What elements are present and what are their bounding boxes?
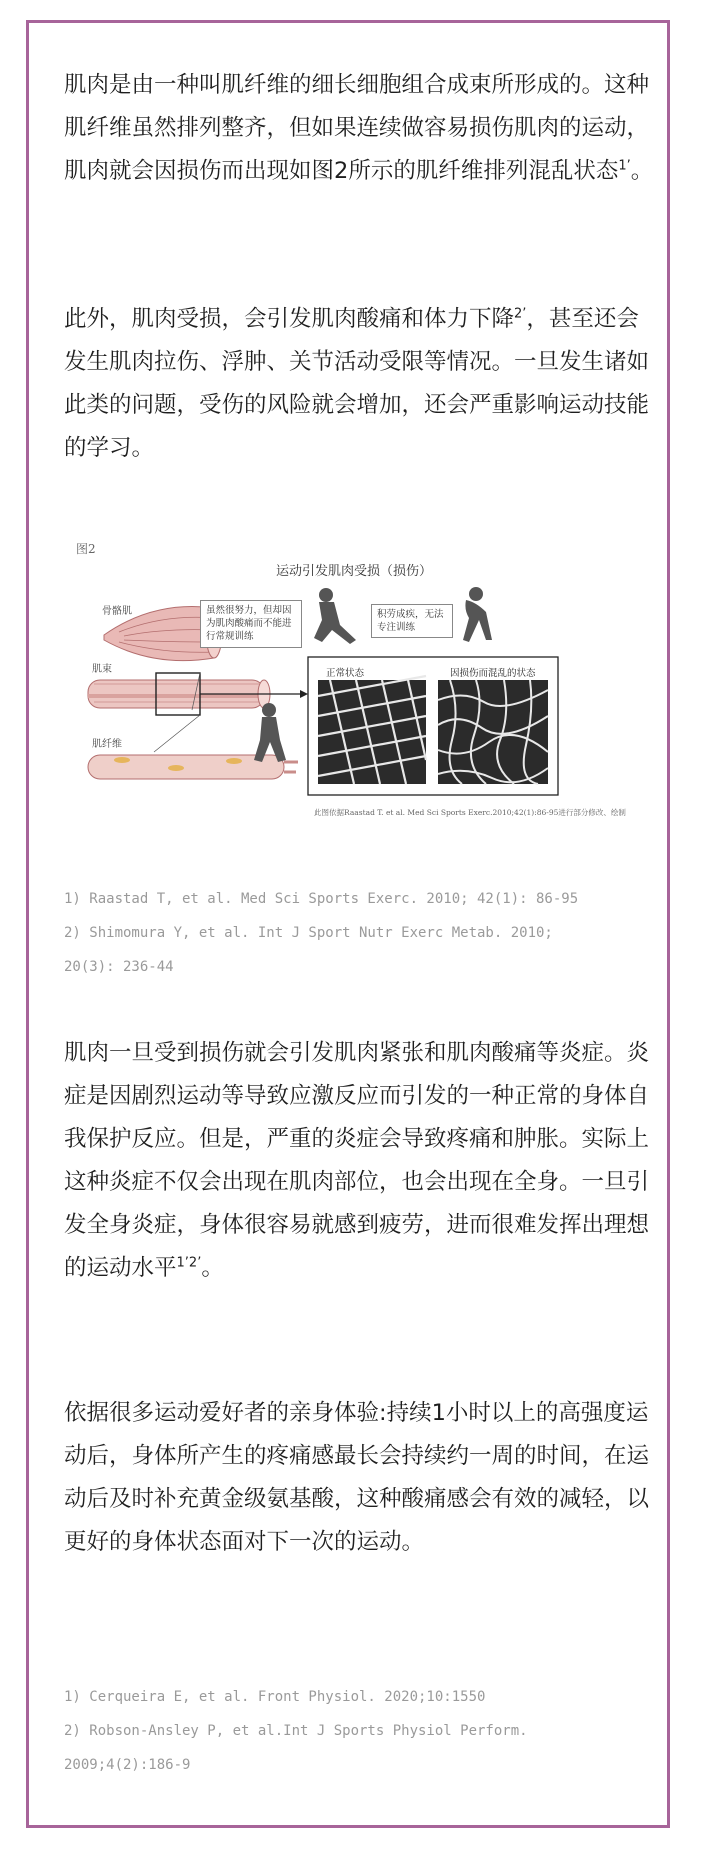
label-normal-state: 正常状态 <box>326 668 365 679</box>
label-skeletal-muscle: 骨骼肌 <box>102 606 132 617</box>
figure-title: 运动引发肌肉受损（损伤） <box>275 564 432 579</box>
figure-2 <box>64 530 644 835</box>
paragraph-muscle-structure <box>64 64 654 193</box>
paragraph-inflammation <box>64 1032 654 1290</box>
figure-label: 图2 <box>76 542 96 556</box>
paragraph-amino-acids <box>64 1392 654 1564</box>
citation-superscript: 2’ <box>514 306 527 322</box>
paragraph-text: 肌肉一旦受到损伤就会引发肌肉紧张和肌肉酸痛等炎症。炎症是因剧烈运动等导致应激反应而引发的一种正常的身体自我保护反应。但是，严重的炎症会导致疼痛和肿胀。实际上这种炎症不仅会出现在肌肉部位，也会出现在全身。一旦引发全身炎症，身体很容易就感到疲劳，进而很难发挥出理想的运动水平 <box>64 1040 650 1281</box>
damaged-state-panel <box>438 680 548 784</box>
figure-credit: 此图依据Raastad T. et al. Med Sci Sports Exerc.2010;42(1):86-95进行部分修改、绘制 <box>314 808 626 817</box>
citation-superscript: 1’2’ <box>176 1255 202 1271</box>
reference-1: 1) Raastad T, et al. Med Sci Sports Exerc. 2010; 42(1): 86-95 <box>64 891 579 907</box>
reference-2: 2) Shimomura Y, et al. Int J Sport Nutr Exerc Metab. 2010; <box>64 925 553 941</box>
muscle-fiber-drawing <box>88 755 298 779</box>
label-damaged-state: 因损伤而混乱的状态 <box>450 668 536 679</box>
reference-2-continued: 2009;4(2):186-9 <box>64 1757 191 1773</box>
label-muscle-bundle: 肌束 <box>92 664 112 675</box>
normal-state-panel <box>318 676 426 784</box>
paragraph-text: 此外，肌肉受损，会引发肌肉酸痛和体力下降 <box>64 306 515 332</box>
paragraph-end: 。 <box>201 1255 224 1281</box>
reference-1: 1) Cerqueira E, et al. Front Physiol. 2020;10:1550 <box>64 1689 486 1705</box>
callout-soreness: 虽然很努力，但却因为肌肉酸痛而不能进行常规训练 <box>200 600 302 648</box>
paragraph-text-continued: ，甚至还会发生肌肉拉伤、浮肿、关节活动受限等情况。一旦发生诸如此类的问题，受伤的风险就会增加，还会严重影响运动技能的学习。 <box>64 306 650 461</box>
label-muscle-fiber: 肌纤维 <box>92 739 122 750</box>
references-1 <box>64 882 644 984</box>
reference-2-continued: 20(3): 236-44 <box>64 959 174 975</box>
callout-fatigue: 积劳成疾，无法专注训练 <box>371 604 453 638</box>
paragraph-text: 肌肉是由一种叫肌纤维的细长细胞组合成束所形成的。这种肌纤维虽然排列整齐，但如果连续做容易损伤肌肉的运动，肌肉就会因损伤而出现如图2所示的肌纤维排列混乱状态 <box>64 72 650 184</box>
reference-2: 2) Robson-Ansley P, et al.Int J Sports Physiol Perform. <box>64 1723 528 1739</box>
paragraph-text: 依据很多运动爱好者的亲身体验:持续1小时以上的高强度运动后，身体所产生的疼痛感最长会持续约一周的时间，在运动后及时补充黄金级氨基酸，这种酸痛感会有效的减轻，以更好的身体状态面对下一次的运动。 <box>64 1400 650 1555</box>
paragraph-end: 。 <box>630 158 654 184</box>
paragraph-muscle-damage <box>64 298 654 470</box>
citation-superscript: 1’ <box>618 158 631 174</box>
figure-illustration <box>64 530 644 835</box>
references-2 <box>64 1680 644 1782</box>
